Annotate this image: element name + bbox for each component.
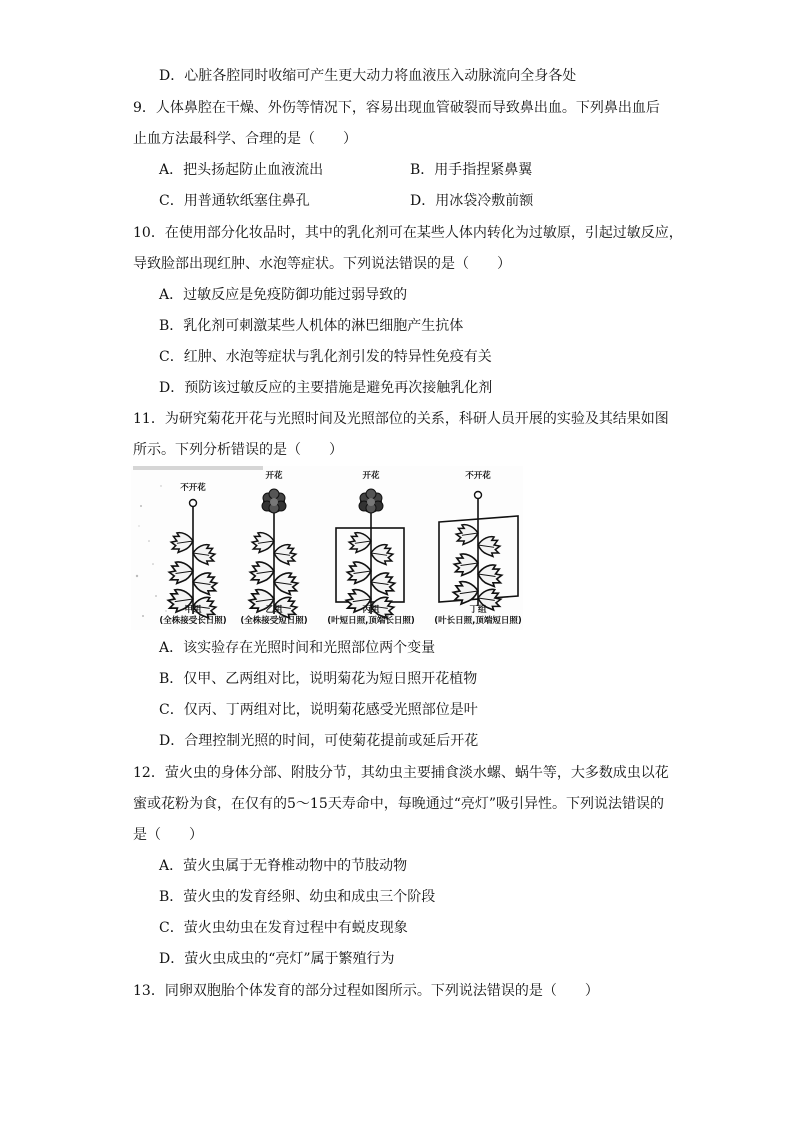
q9-stem-line1: 9．人体鼻腔在干燥、外伤等情况下，容易出现血管破裂而导致鼻出血。下列鼻出血后 [133, 100, 660, 116]
group-jia-result: 不开花 [180, 483, 206, 493]
q9-option-d: D．用冰袋冷敷前额 [410, 193, 534, 209]
group-ding-name: 丁组 [469, 605, 487, 615]
q10-stem-line1: 10．在使用部分化妆品时，其中的乳化剂可在某些人体内转化为过敏原，引起过敏反应， [133, 225, 683, 241]
group-ding-result: 不开花 [465, 471, 491, 481]
q9-option-b: B．用手指捏紧鼻翼 [410, 162, 533, 178]
q11-option-a: A．该实验存在光照时间和光照部位两个变量 [159, 640, 436, 656]
q10-stem-line2: 导致脸部出现红肿、水泡等症状。下列说法错误的是（ ） [133, 256, 511, 272]
q12-stem-line3: 是（ ） [133, 827, 203, 843]
q12-stem-line2: 蜜或花粉为食，在仅有的5～15天寿命中，每晚通过“亮灯”吸引异性。下列说法错误的 [133, 796, 665, 812]
group-bing-condition: (叶短日照,顶端长日照) [327, 616, 415, 626]
q12-option-c: C．萤火虫幼虫在发育过程中有蜕皮现象 [159, 920, 408, 936]
q9-option-a: A．把头扬起防止血液流出 [159, 162, 324, 178]
chrysanthemum-experiment-figure [131, 466, 523, 630]
group-bing-result: 开花 [362, 471, 380, 481]
q11-stem-line2: 所示。下列分析错误的是（ ） [133, 442, 343, 458]
group-bing-name: 丙组 [362, 605, 380, 615]
group-yi-result: 开花 [265, 471, 283, 481]
q12-stem-line1: 12．萤火虫的身体分部、附肢分节，其幼虫主要捕食淡水螺、蜗牛等，大多数成虫以花 [133, 765, 669, 781]
q10-option-c: C．红肿、水泡等症状与乳化剂引发的特异性免疫有关 [159, 349, 492, 365]
q11-option-b: B．仅甲、乙两组对比，说明菊花为短日照开花植物 [159, 671, 478, 687]
group-yi-condition: (全株接受短日照) [240, 616, 308, 626]
q10-option-d: D．预防该过敏反应的主要措施是避免再次接触乳化剂 [159, 380, 493, 396]
group-ding-condition: (叶长日照,顶端短日照) [434, 616, 522, 626]
figure-svg [131, 466, 523, 630]
q13-stem-line1: 13．同卵双胞胎个体发育的部分过程如图所示。下列说法错误的是（ ） [133, 983, 599, 999]
q8-option-d: D．心脏各腔同时收缩可产生更大动力将血液压入动脉流向全身各处 [159, 68, 577, 84]
q11-stem-line1: 11．为研究菊花开花与光照时间及光照部位的关系，科研人员开展的实验及其结果如图 [133, 411, 669, 427]
q10-option-b: B．乳化剂可刺激某些人机体的淋巴细胞产生抗体 [159, 318, 464, 334]
group-yi-name: 乙组 [265, 605, 283, 615]
q12-option-d: D．萤火虫成虫的“亮灯”属于繁殖行为 [159, 951, 395, 967]
group-jia-condition: (全株接受长日照) [159, 616, 227, 626]
q9-stem-line2: 止血方法最科学、合理的是（ ） [133, 131, 357, 147]
q10-option-a: A．过敏反应是免疫防御功能过弱导致的 [159, 287, 408, 303]
q9-option-c: C．用普通软纸塞住鼻孔 [159, 193, 310, 209]
q11-option-d: D．合理控制光照的时间，可使菊花提前或延后开花 [159, 733, 479, 749]
q12-option-b: B．萤火虫的发育经卵、幼虫和成虫三个阶段 [159, 889, 436, 905]
q11-option-c: C．仅丙、丁两组对比，说明菊花感受光照部位是叶 [159, 702, 478, 718]
q12-option-a: A．萤火虫属于无脊椎动物中的节肢动物 [159, 858, 408, 874]
group-jia-name: 甲组 [184, 605, 202, 615]
